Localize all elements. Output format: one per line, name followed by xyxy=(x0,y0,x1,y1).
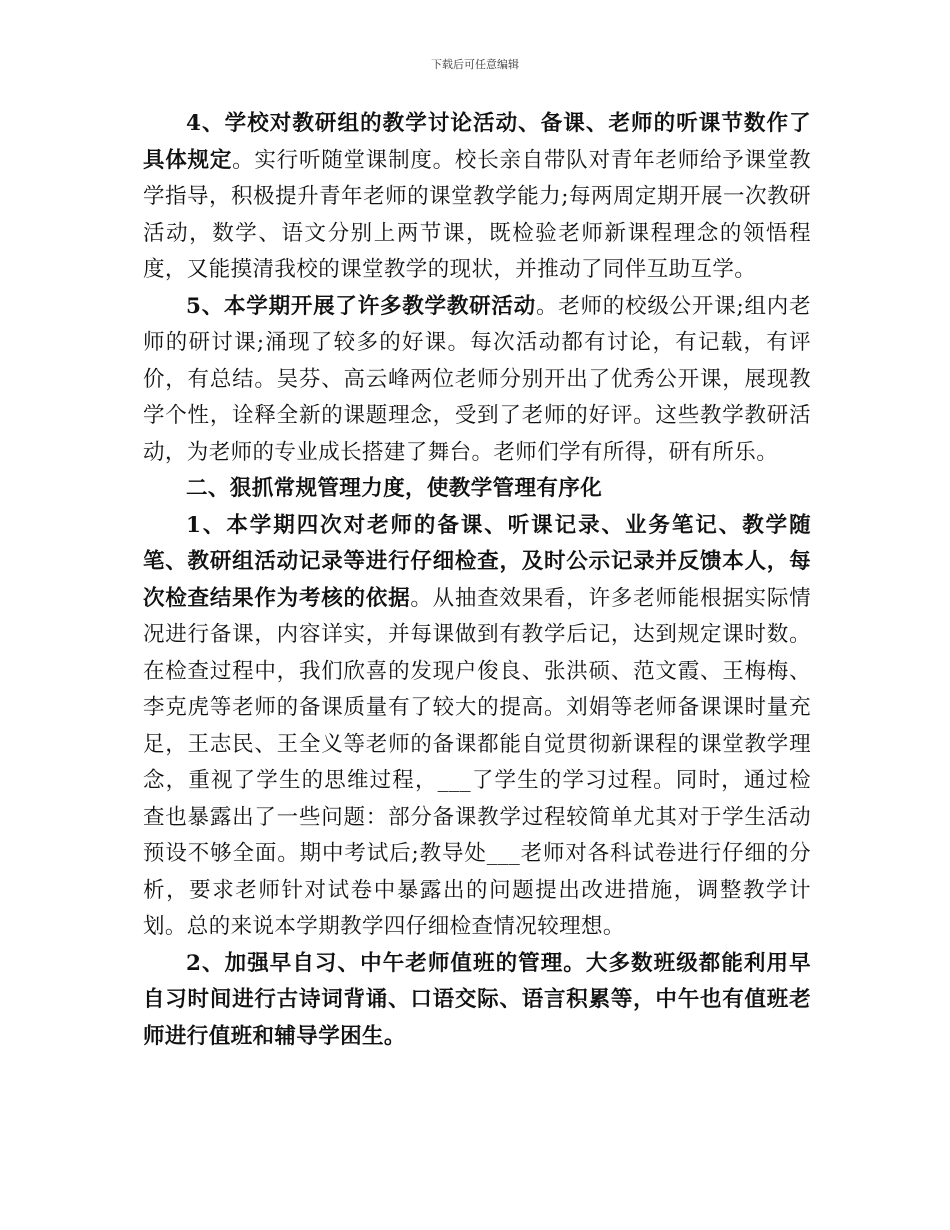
page-header-note: 下载后可任意编辑 xyxy=(431,58,519,71)
paragraph-lead: 4、学校对教研组的教学讨论活动、备课、老师的听课节数作了具体规定 xyxy=(143,111,811,173)
paragraph-body: 。从抽查效果看，许多老师能根据实际情况进行备课，内容详实，并每课做到有教学后记，达到规定课时数。在检查过程中，我们欣喜的发现户俊良、张洪硕、范文霞、王梅梅、李克虎等老师的备课质量有了较大的提高。刘娟等老师备课课时量充足，王志民、王全义等老师的备课都能自觉贯彻新课程的课堂教学理念，重视了学生的思维过程，___了学生的学习过程。同时，通过检查也暴露出了一些问题：部分备课教学过程较简单尤其对于学生活动预设不够全面。期中考试后;教导处___老师对各科试卷进行仔细的分析，要求老师针对试卷中暴露出的问题提出改进措施，调整教学计划。总的来说本学期教学四仔细检查情况较理想。 xyxy=(143,585,812,939)
paragraph-lead: 5、本学期开展了许多教学教研活动 xyxy=(186,293,536,319)
section-heading: 二、狠抓常规管理力度，使教学管理有序化 xyxy=(186,476,603,501)
paragraph-item-5 xyxy=(143,289,811,472)
paragraph-item-2 xyxy=(143,946,811,1056)
paragraph-item-1 xyxy=(143,508,811,946)
paragraph-body: 。老师的校级公开课;组内老师的研讨课;涌现了较多的好课。每次活动都有讨论，有记载，有评价，有总结。吴芬、高云峰两位老师分别开出了优秀公开课，展现教学个性，诠释全新的课题理念，受到了老师的好评。这些教学教研活动，为老师的专业成长搭建了舞台。老师们学有所得，研有所乐。 xyxy=(143,293,811,465)
paragraph-body: 。实行听随堂课制度。校长亲自带队对青年老师给予课堂教学指导，积极提升青年老师的课堂教学能力;每两周定期开展一次教研活动，数学、语文分别上两节课，既检验老师新课程理念的领悟程度，又能摸清我校的课堂教学的现状，并推动了同伴互助互学。 xyxy=(143,147,811,282)
document-body xyxy=(143,106,811,1055)
paragraph-item-4 xyxy=(143,106,811,289)
paragraph-lead: 1、本学期四次对老师的备课、听课记录、业务笔记、教学随笔、教研组活动记录等进行仔细检查，及时公示记录并反馈本人，每次检查结果作为考核的依据 xyxy=(143,512,811,611)
paragraph-lead: 2、加强早自习、中午老师值班的管理。大多数班级都能利用早自习时间进行古诗词背诵、口语交际、语言积累等，中午也有值班老师进行值班和辅导学困生。 xyxy=(143,950,811,1049)
